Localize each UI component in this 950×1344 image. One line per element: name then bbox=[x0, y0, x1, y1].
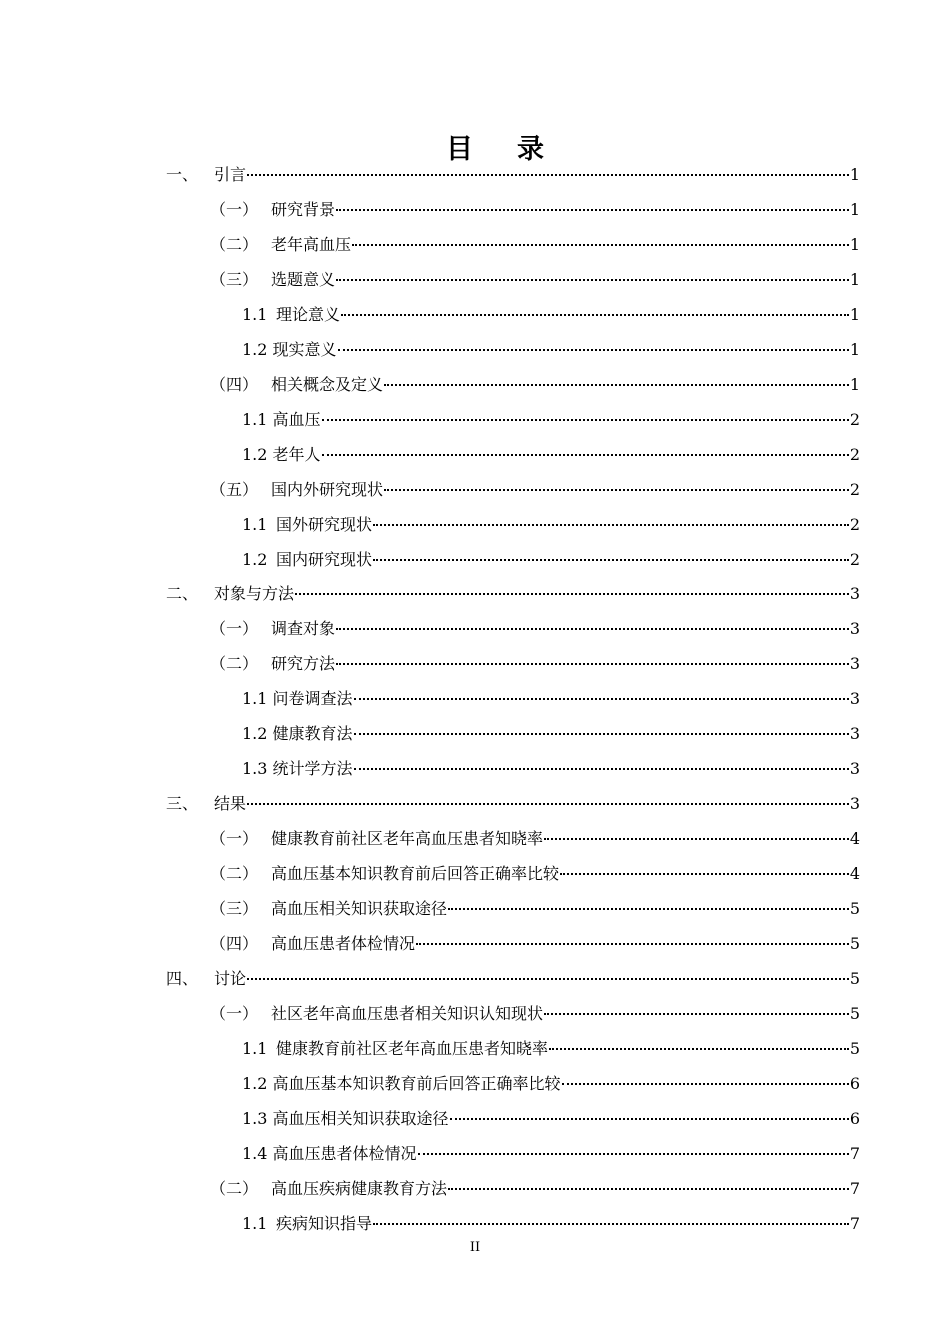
toc-entry-label: 理论意义 bbox=[276, 304, 341, 324]
toc-entry-label: 社区老年高血压患者相关知识认知现状 bbox=[271, 1003, 544, 1023]
toc-entry-page: 4 bbox=[849, 864, 860, 883]
toc-entry-label: 1.3 统计学方法 bbox=[242, 759, 353, 779]
toc-entry-label: 国内外研究现状 bbox=[271, 479, 384, 499]
toc-entry[interactable] bbox=[0, 932, 950, 956]
toc-entry-number: 1.2 bbox=[242, 549, 268, 569]
dot-leader bbox=[560, 873, 849, 875]
toc-entry-label: 健康教育前社区老年高血压患者知晓率 bbox=[276, 1038, 549, 1058]
toc-entry-label: 健康教育前社区老年高血压患者知晓率 bbox=[271, 829, 544, 849]
dot-leader bbox=[354, 768, 849, 770]
toc-entry-label: 高血压基本知识教育前后回答正确率比较 bbox=[271, 864, 560, 883]
toc-entry[interactable] bbox=[0, 1037, 950, 1061]
toc-entry-label: 1.3 高血压相关知识获取途径 bbox=[242, 1108, 449, 1128]
dot-leader bbox=[448, 1188, 849, 1190]
dot-leader bbox=[336, 279, 849, 281]
toc-entry-number: （一） bbox=[210, 829, 259, 849]
toc-entry[interactable] bbox=[0, 268, 950, 292]
toc-entry-label: 疾病知识指导 bbox=[276, 1213, 373, 1233]
toc-entry-number: 四、 bbox=[166, 968, 199, 988]
toc-entry-number: 1.1 bbox=[242, 1213, 268, 1233]
toc-entry-label: 相关概念及定义 bbox=[271, 374, 384, 394]
toc-entry[interactable] bbox=[0, 897, 950, 921]
page-title-part-2: 录 bbox=[517, 134, 544, 166]
toc-entry-label: 1.2 现实意义 bbox=[242, 339, 337, 359]
toc-entry-page: 3 bbox=[849, 689, 860, 709]
toc-entry[interactable] bbox=[0, 722, 950, 746]
toc-entry[interactable] bbox=[0, 373, 950, 397]
toc-entry-page: 2 bbox=[849, 514, 860, 534]
toc-entry-page: 3 bbox=[849, 654, 860, 674]
toc-entry-label: 对象与方法 bbox=[214, 584, 295, 604]
toc-entry[interactable] bbox=[0, 408, 950, 432]
toc-entry[interactable] bbox=[0, 443, 950, 467]
toc-entry-label: 高血压疾病健康教育方法 bbox=[271, 1178, 448, 1198]
dot-leader bbox=[448, 908, 849, 910]
toc-entry-number: （三） bbox=[210, 269, 259, 289]
toc-entry-page: 1 bbox=[849, 234, 860, 254]
dot-leader bbox=[322, 419, 849, 421]
dot-leader bbox=[544, 838, 849, 840]
toc-entry-label: 讨论 bbox=[214, 968, 247, 988]
toc-entry-number: 1.1 bbox=[242, 304, 268, 324]
toc-entry-label: 引言 bbox=[214, 165, 247, 184]
toc-entry-number: 一、 bbox=[166, 165, 199, 184]
dot-leader bbox=[338, 349, 849, 351]
dot-leader bbox=[247, 174, 849, 176]
dot-leader bbox=[418, 1153, 849, 1155]
toc-entry-page: 1 bbox=[849, 269, 860, 289]
dot-leader bbox=[373, 559, 849, 561]
dot-leader bbox=[336, 628, 849, 630]
toc-entry[interactable] bbox=[0, 198, 950, 222]
dot-leader bbox=[354, 733, 849, 735]
toc-entry-label: 结果 bbox=[214, 794, 247, 814]
toc-entry-number: （二） bbox=[210, 1178, 259, 1198]
toc-entry-page: 2 bbox=[849, 409, 860, 429]
toc-entry-page: 3 bbox=[849, 759, 860, 779]
toc-entry-page: 4 bbox=[849, 829, 860, 849]
toc-entry-number: （四） bbox=[210, 374, 259, 394]
toc-entry-label: 研究背景 bbox=[271, 199, 336, 219]
toc-entry-page: 6 bbox=[849, 1073, 860, 1093]
toc-entry[interactable] bbox=[0, 862, 950, 886]
toc-entry[interactable] bbox=[0, 1177, 950, 1201]
toc-entry[interactable] bbox=[0, 548, 950, 572]
toc-entry-number: （二） bbox=[210, 864, 259, 883]
dot-leader bbox=[416, 943, 849, 945]
toc-entry-number: （四） bbox=[210, 933, 259, 953]
toc-entry[interactable] bbox=[0, 303, 950, 327]
toc-entry-number: （一） bbox=[210, 199, 259, 219]
toc-entry-number: （一） bbox=[210, 1003, 259, 1023]
dot-leader bbox=[549, 1048, 849, 1050]
dot-leader bbox=[247, 803, 849, 805]
dot-leader bbox=[544, 1013, 849, 1015]
dot-leader bbox=[373, 1223, 849, 1225]
dot-leader bbox=[341, 314, 849, 316]
toc-entry-page: 1 bbox=[849, 304, 860, 324]
page-number: II bbox=[469, 1240, 481, 1255]
toc-entry-page: 1 bbox=[849, 339, 860, 359]
toc-entry[interactable] bbox=[0, 233, 950, 257]
toc-entry[interactable] bbox=[0, 1002, 950, 1026]
toc-entry-label: 高血压相关知识获取途径 bbox=[271, 899, 448, 918]
toc-entry-page: 2 bbox=[849, 444, 860, 464]
toc-entry-label: 1.2 老年人 bbox=[242, 444, 321, 464]
toc-entry-page: 5 bbox=[849, 933, 860, 953]
dot-leader bbox=[295, 593, 849, 595]
toc-entry-page: 5 bbox=[849, 968, 860, 988]
dot-leader bbox=[336, 209, 849, 211]
toc-entry-label: 1.1 问卷调查法 bbox=[242, 689, 353, 709]
toc-entry-page: 5 bbox=[849, 1038, 860, 1058]
toc-entry-page: 3 bbox=[849, 794, 860, 814]
toc-entry[interactable] bbox=[0, 1212, 950, 1236]
toc-entry-label: 1.1 高血压 bbox=[242, 409, 321, 429]
toc-entry-page: 7 bbox=[849, 1178, 860, 1198]
toc-entry-number: 二、 bbox=[166, 584, 199, 604]
toc-entry-label: 1.2 健康教育法 bbox=[242, 724, 353, 744]
dot-leader bbox=[450, 1118, 849, 1120]
toc-entry-number: 三、 bbox=[166, 794, 199, 814]
toc-entry-page: 3 bbox=[849, 724, 860, 744]
toc-entry-number: （二） bbox=[210, 234, 259, 254]
toc-entry[interactable] bbox=[0, 757, 950, 781]
toc-entry-number: 1.1 bbox=[242, 514, 268, 534]
toc-entry-page: 1 bbox=[849, 165, 860, 184]
toc-entry[interactable] bbox=[0, 478, 950, 502]
toc-entry-label: 高血压患者体检情况 bbox=[271, 933, 416, 953]
dot-leader bbox=[354, 698, 849, 700]
toc-entry-label: 1.4 高血压患者体检情况 bbox=[242, 1143, 417, 1163]
toc-entry-page: 3 bbox=[849, 584, 860, 604]
toc-entry-label: 国内研究现状 bbox=[276, 549, 373, 569]
dot-leader bbox=[322, 454, 849, 456]
dot-leader bbox=[562, 1083, 849, 1085]
toc-entry[interactable] bbox=[0, 1107, 950, 1131]
toc-entry-page: 3 bbox=[849, 619, 860, 639]
toc-entry[interactable] bbox=[0, 582, 950, 606]
toc-entry-label: 老年高血压 bbox=[271, 234, 352, 254]
toc-entry[interactable] bbox=[0, 652, 950, 676]
toc-entry-page: 1 bbox=[849, 374, 860, 394]
toc-entry-number: （二） bbox=[210, 654, 259, 674]
toc-entry[interactable] bbox=[0, 792, 950, 816]
toc-entry-number: （一） bbox=[210, 619, 259, 639]
toc-entry[interactable] bbox=[0, 513, 950, 537]
dot-leader bbox=[336, 663, 849, 665]
toc-entry-number: （五） bbox=[210, 479, 259, 499]
toc-entry-page: 5 bbox=[849, 1003, 860, 1023]
dot-leader bbox=[384, 384, 849, 386]
toc-entry-label: 1.2 高血压基本知识教育前后回答正确率比较 bbox=[242, 1073, 561, 1093]
toc-entry-label: 调查对象 bbox=[271, 619, 336, 639]
toc-entry-number: 1.1 bbox=[242, 1038, 268, 1058]
toc-entry-label: 研究方法 bbox=[271, 654, 336, 674]
toc-entry-label: 国外研究现状 bbox=[276, 514, 373, 534]
toc-entry-page: 5 bbox=[849, 899, 860, 918]
toc-entry[interactable] bbox=[0, 338, 950, 362]
toc-entry[interactable] bbox=[0, 1142, 950, 1166]
toc-entry-page: 1 bbox=[849, 199, 860, 219]
toc-entry-number: （三） bbox=[210, 899, 259, 918]
toc-entry-page: 2 bbox=[849, 549, 860, 569]
toc-entry[interactable] bbox=[0, 617, 950, 641]
toc-entry-page: 7 bbox=[849, 1213, 860, 1233]
dot-leader bbox=[384, 489, 849, 491]
toc-entry-page: 2 bbox=[849, 479, 860, 499]
toc-entry-page: 6 bbox=[849, 1108, 860, 1128]
toc-entry[interactable] bbox=[0, 827, 950, 851]
toc-entry[interactable] bbox=[0, 1072, 950, 1096]
toc-entry[interactable] bbox=[0, 163, 950, 187]
toc-entry-label: 选题意义 bbox=[271, 269, 336, 289]
toc-entry[interactable] bbox=[0, 967, 950, 991]
dot-leader bbox=[247, 978, 849, 980]
page-title-part-1: 目 bbox=[446, 134, 473, 166]
toc-entry[interactable] bbox=[0, 687, 950, 711]
dot-leader bbox=[373, 524, 849, 526]
toc-entry-page: 7 bbox=[849, 1143, 860, 1163]
dot-leader bbox=[352, 244, 849, 246]
